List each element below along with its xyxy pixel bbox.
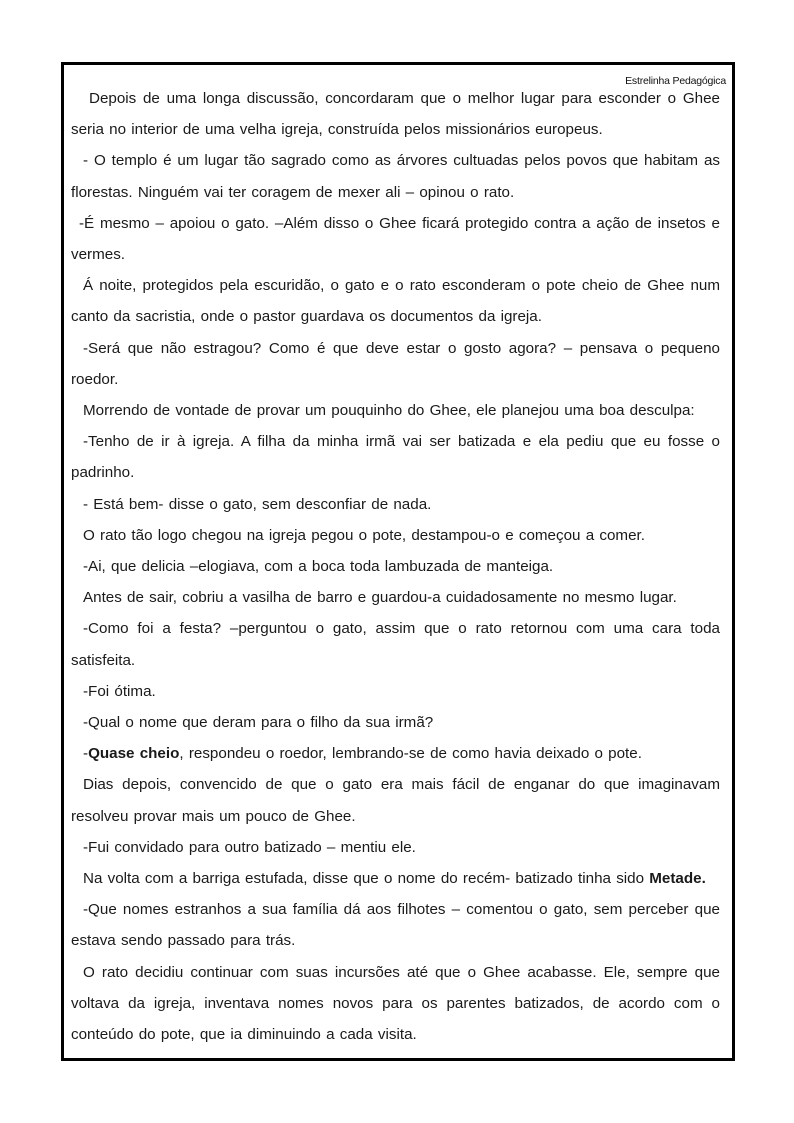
paragraph: -Ai, que delicia –elogiava, com a boca toda lambuzada de manteiga. <box>83 558 554 576</box>
bold-name: Quase cheio <box>88 745 180 763</box>
story-text <box>71 83 720 1050</box>
paragraph: Depois de uma longa discussão, concordaram que o melhor lugar para esconder o Ghee seria no interior de uma velha igreja, construída pelos missionários europeus. <box>71 90 720 139</box>
paragraph: -Será que não estragou? Como é que deve estar o gosto agora? – pensava o pequeno roedor. <box>71 339 720 388</box>
paragraph: -Qual o nome que deram para o filho da sua irmã? <box>83 714 434 732</box>
paragraph: -Fui convidado para outro batizado – mentiu ele. <box>83 838 416 856</box>
paragraph: -Tenho de ir à igreja. A filha da minha irmã vai ser batizada e ela pediu que eu fosse o padrinho. <box>71 433 720 482</box>
paragraph <box>71 863 720 894</box>
paragraph: Á noite, protegidos pela escuridão, o gato e o rato esconderam o pote cheio de Ghee num canto da sacristia, onde o pastor guardava os documentos da igreja. <box>71 277 720 326</box>
paragraph: - Está bem- disse o gato, sem desconfiar de nada. <box>83 495 432 513</box>
bold-name: Metade. <box>649 870 706 888</box>
paragraph: Antes de sair, cobriu a vasilha de barro e guardou-a cuidadosamente no mesmo lugar. <box>83 589 677 607</box>
paragraph: - O templo é um lugar tão sagrado como as árvores cultuadas pelos povos que habitam as florestas. Ninguém vai ter coragem de mexer ali – opinou o rato. <box>71 152 720 201</box>
paragraph: -Foi ótima. <box>83 682 156 700</box>
paragraph-prefix: - <box>83 745 89 763</box>
paragraph-prefix: Na volta com a barriga estufada, disse que o nome do recém- batizado tinha sido <box>83 870 650 888</box>
paragraph: O rato tão logo chegou na igreja pegou o pote, destampou-o e começou a comer. <box>83 526 645 544</box>
page-border <box>61 62 735 1061</box>
paragraph <box>71 738 720 769</box>
paragraph: Dias depois, convencido de que o gato era mais fácil de enganar do que imaginavam resolveu provar mais um pouco de Ghee. <box>71 776 720 825</box>
paragraph: Morrendo de vontade de provar um pouquinho do Ghee, ele planejou uma boa desculpa: <box>83 402 695 420</box>
paragraph-suffix: , respondeu o roedor, lembrando-se de como havia deixado o pote. <box>179 745 642 763</box>
paragraph: O rato decidiu continuar com suas incursões até que o Ghee acabasse. Ele, sempre que voltava da igreja, inventava nomes novos para os parentes batizados, de acordo com o conteúdo do pote, que ia diminuindo a cada visita. <box>71 963 720 1044</box>
paragraph: -Que nomes estranhos a sua família dá aos filhotes – comentou o gato, sem perceber que estava sendo passado para trás. <box>71 901 720 950</box>
paragraph: -Como foi a festa? –perguntou o gato, assim que o rato retornou com uma cara toda satisfeita. <box>71 620 720 669</box>
paragraph: -É mesmo – apoiou o gato. –Além disso o Ghee ficará protegido contra a ação de insetos e vermes. <box>71 214 720 264</box>
brand-label: Estrelinha Pedagógica <box>625 75 726 87</box>
